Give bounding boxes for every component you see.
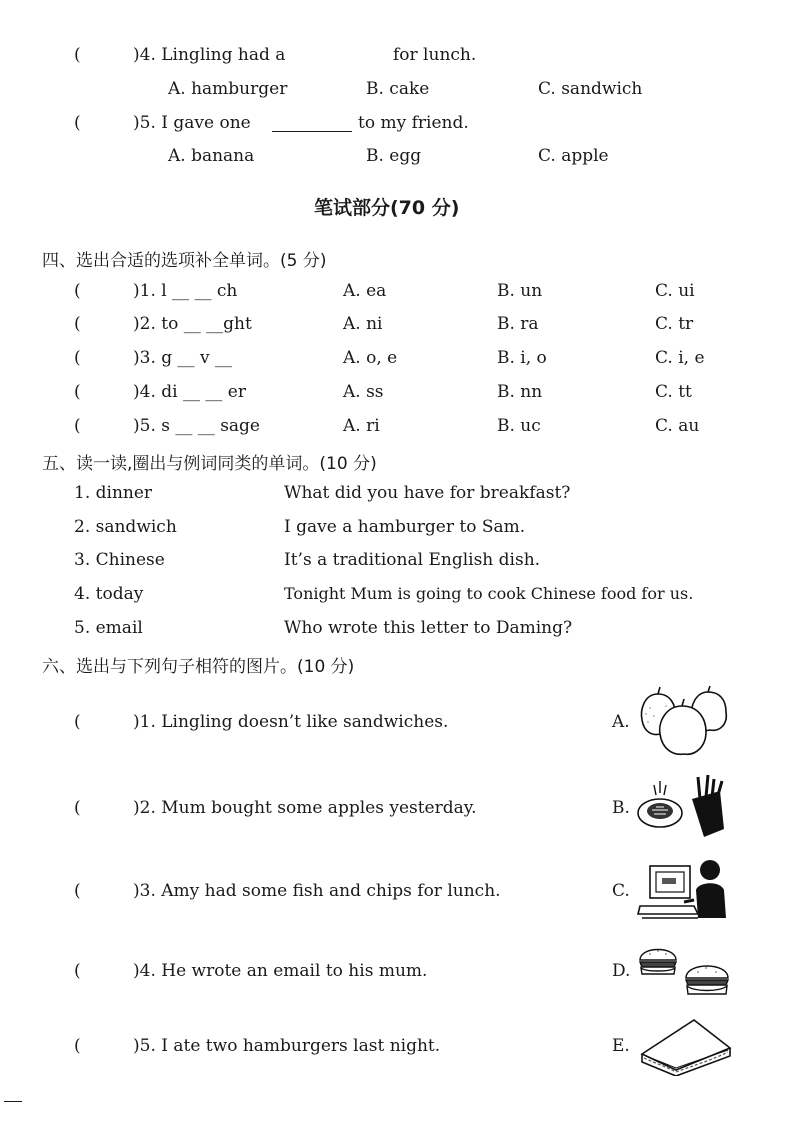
question-text: )2. to __ __ght	[133, 314, 252, 334]
example-word: 3. Chinese	[74, 550, 165, 570]
option-a[interactable]: A. o, e	[343, 348, 398, 368]
question-text: )3. Amy had some fish and chips for lunch.	[133, 881, 501, 901]
hamburgers-icon	[636, 940, 736, 1002]
option-b[interactable]: B. i, o	[497, 348, 547, 368]
option-c[interactable]: C. tt	[655, 382, 692, 402]
section4-heading: 四、选出合适的选项补全单词。(5 分)	[42, 251, 327, 271]
page-margin-mark	[4, 1101, 22, 1102]
option-a[interactable]: A. ri	[343, 416, 380, 436]
example-word: 4. today	[74, 584, 144, 604]
option-c[interactable]: C. au	[655, 416, 700, 436]
sentence[interactable]: What did you have for breakfast?	[284, 483, 571, 503]
example-word: 2. sandwich	[74, 517, 177, 537]
answer-paren[interactable]: (	[74, 712, 81, 732]
option-a[interactable]: A. banana	[168, 146, 255, 166]
picture-label: C.	[612, 881, 630, 901]
question-text: )5. s __ __ sage	[133, 416, 260, 436]
option-c[interactable]: C. i, e	[655, 348, 705, 368]
option-a[interactable]: A. ea	[343, 281, 387, 301]
apples-icon	[636, 684, 732, 760]
written-part-title: 笔试部分(70 分)	[314, 197, 460, 219]
picture-label: A.	[612, 712, 630, 732]
sentence[interactable]: Tonight Mum is going to cook Chinese food for us.	[284, 584, 694, 603]
sandwich-icon	[636, 1014, 736, 1076]
example-word: 1. dinner	[74, 483, 153, 503]
answer-paren[interactable]: (	[74, 45, 81, 65]
question-text: )1. Lingling doesn’t like sandwiches.	[133, 712, 449, 732]
question-text-after: for lunch.	[393, 45, 477, 65]
option-b[interactable]: B. nn	[497, 382, 543, 402]
option-c[interactable]: C. tr	[655, 314, 694, 334]
picture-label: D.	[612, 961, 631, 981]
question-text: )1. l __ __ ch	[133, 281, 238, 301]
answer-paren[interactable]: (	[74, 881, 81, 901]
option-a[interactable]: A. ss	[343, 382, 384, 402]
question-text: )4. di __ __ er	[133, 382, 246, 402]
answer-paren[interactable]: (	[74, 382, 81, 402]
question-text-after: to my friend.	[358, 113, 469, 133]
question-text: )5. I gave one	[133, 113, 251, 133]
option-b[interactable]: B. cake	[366, 79, 430, 99]
answer-paren[interactable]: (	[74, 416, 81, 436]
answer-blank[interactable]	[272, 113, 352, 132]
question-text: )3. g __ v __	[133, 348, 232, 368]
fish-and-chips-icon	[636, 773, 732, 839]
answer-paren[interactable]: (	[74, 1036, 81, 1056]
example-word: 5. email	[74, 618, 143, 638]
option-c[interactable]: C. apple	[538, 146, 609, 166]
answer-paren[interactable]: (	[74, 314, 81, 334]
question-text: )4. Lingling had a	[133, 45, 286, 65]
option-a[interactable]: A. ni	[343, 314, 383, 334]
sentence[interactable]: I gave a hamburger to Sam.	[284, 517, 526, 537]
option-b[interactable]: B. un	[497, 281, 543, 301]
answer-paren[interactable]: (	[74, 348, 81, 368]
sentence[interactable]: It’s a traditional English dish.	[284, 550, 541, 570]
section5-heading: 五、读一读,圈出与例词同类的单词。(10 分)	[42, 454, 377, 474]
option-a[interactable]: A. hamburger	[168, 79, 288, 99]
question-text: )4. He wrote an email to his mum.	[133, 961, 428, 981]
answer-paren[interactable]: (	[74, 798, 81, 818]
option-b[interactable]: B. egg	[366, 146, 422, 166]
picture-label: E.	[612, 1036, 630, 1056]
option-b[interactable]: B. ra	[497, 314, 539, 334]
boy-at-computer-icon	[636, 856, 732, 926]
question-text: )5. I ate two hamburgers last night.	[133, 1036, 441, 1056]
question-text: )2. Mum bought some apples yesterday.	[133, 798, 477, 818]
picture-label: B.	[612, 798, 630, 818]
option-b[interactable]: B. uc	[497, 416, 541, 436]
answer-paren[interactable]: (	[74, 961, 81, 981]
answer-paren[interactable]: (	[74, 113, 81, 133]
option-c[interactable]: C. ui	[655, 281, 695, 301]
option-c[interactable]: C. sandwich	[538, 79, 643, 99]
section6-heading: 六、选出与下列句子相符的图片。(10 分)	[42, 657, 355, 677]
sentence[interactable]: Who wrote this letter to Daming?	[284, 618, 573, 638]
answer-paren[interactable]: (	[74, 281, 81, 301]
